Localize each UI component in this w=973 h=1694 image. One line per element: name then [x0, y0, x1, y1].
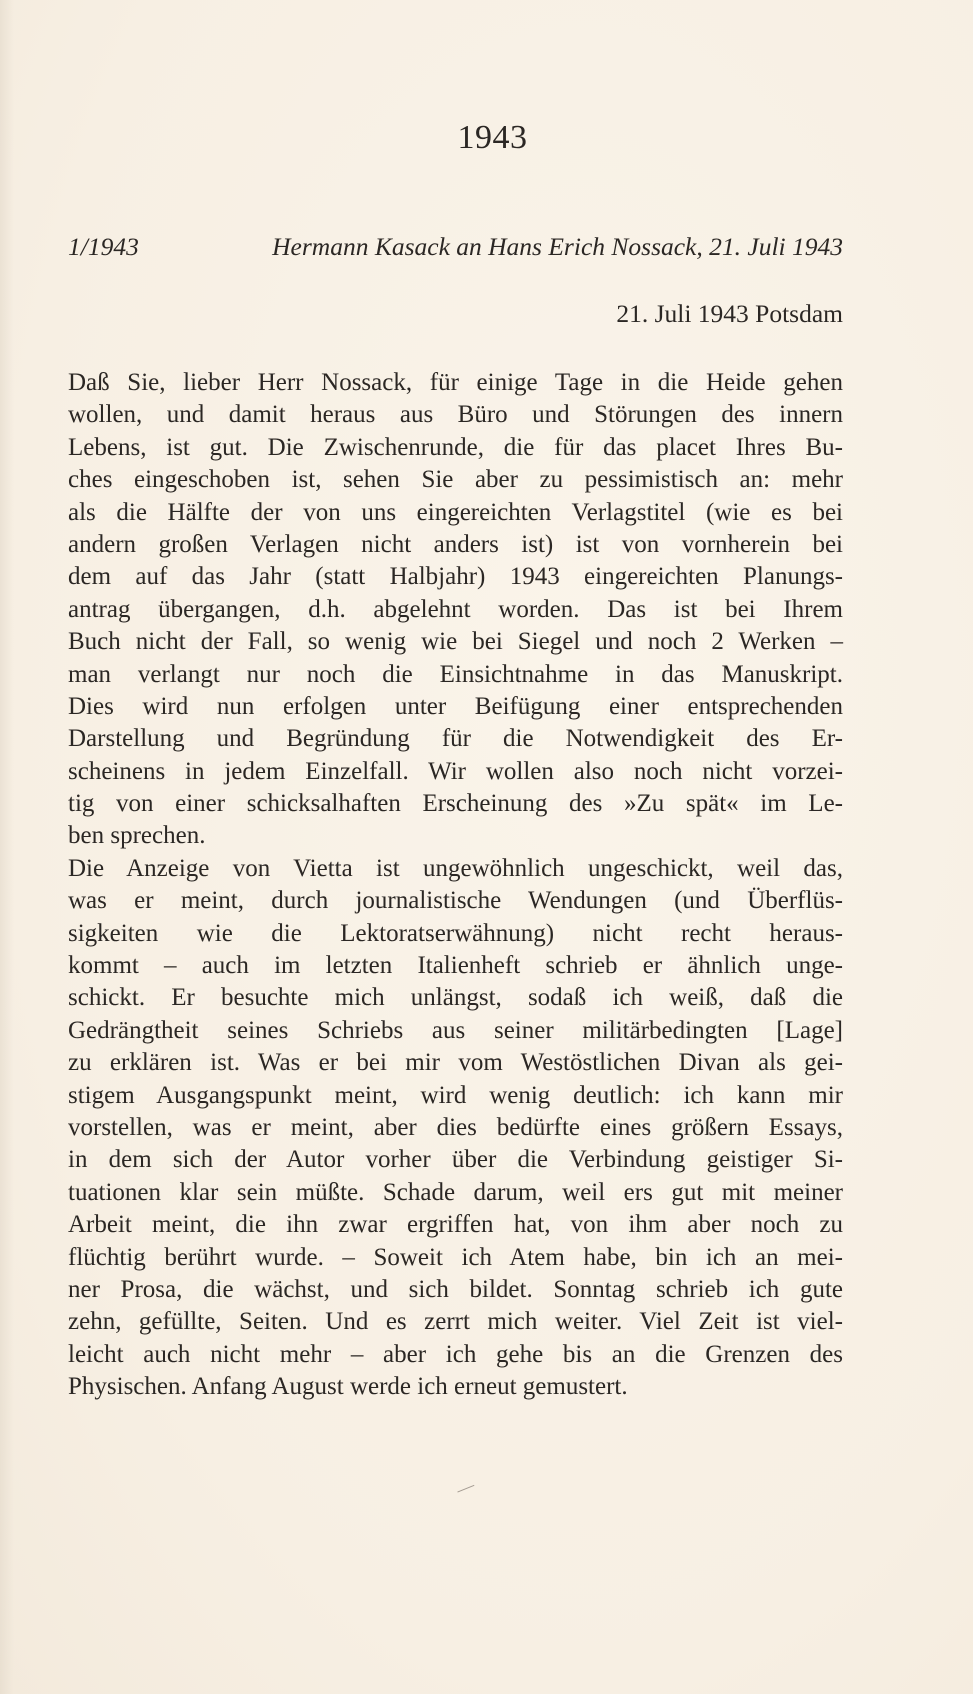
letter-title: Hermann Kasack an Hans Erich Nossack, 21. Juli 1943 [272, 232, 843, 261]
body-line: schickt. Er besuchte mich unlängst, sodaß ich weiß, daß die [68, 984, 843, 1012]
year-heading: 1943 [457, 119, 528, 156]
body-line: zehn, gefüllte, Seiten. Und es zerrt mich weiter. Viel Zeit ist viel- [68, 1308, 843, 1336]
body-line: scheinens in jedem Einzelfall. Wir wollen also noch nicht vorzei- [68, 757, 843, 785]
body-line: in dem sich der Autor vorher über die Verbindung geistiger Si- [68, 1146, 843, 1174]
body-line: tuationen klar sein müßte. Schade darum, weil ers gut mit meiner [68, 1178, 843, 1206]
body-line: flüchtig berührt wurde. – Soweit ich Atem habe, bin ich an mei- [68, 1243, 843, 1271]
body-line: ches eingeschoben ist, sehen Sie aber zu pessimistisch an: mehr [68, 466, 843, 494]
body-line: stigem Ausgangspunkt meint, wird wenig deutlich: ich kann mir [68, 1081, 843, 1109]
body-line: kommt – auch im letzten Italienheft schrieb er ähnlich unge- [68, 952, 843, 980]
body-line: wollen, und damit heraus aus Büro und Störungen des innern [68, 401, 843, 429]
body-line: ner Prosa, die wächst, und sich bildet. Sonntag schrieb ich gute [68, 1275, 843, 1303]
body-line: Arbeit meint, die ihn zwar ergriffen hat, von ihm aber noch zu [68, 1211, 843, 1239]
body-line: Buch nicht der Fall, so wenig wie bei Siegel und noch 2 Werken – [68, 628, 843, 656]
body-line: was er meint, durch journalistische Wendungen (und Überflüs- [68, 887, 843, 915]
letter-body [68, 367, 843, 1404]
body-line: vorstellen, was er meint, aber dies bedürfte eines größern Essays, [68, 1113, 843, 1141]
body-line: leicht auch nicht mehr – aber ich gehe bis an die Grenzen des [68, 1340, 843, 1368]
body-line: tig von einer schicksalhaften Erscheinung des »Zu spät« im Le- [68, 790, 843, 818]
body-line: Darstellung und Begründung für die Notwendigkeit des Er- [68, 725, 843, 753]
body-line: dem auf das Jahr (statt Halbjahr) 1943 eingereichten Planungs- [68, 563, 843, 591]
body-line: antrag übergangen, d.h. abgelehnt worden. Das ist bei Ihrem [68, 595, 843, 623]
body-line: Daß Sie, lieber Herr Nossack, für einige Tage in die Heide gehen [68, 369, 843, 396]
body-line: man verlangt nur noch die Einsichtnahme in das Manuskript. [68, 660, 843, 688]
letter-header [68, 229, 843, 265]
body-line: ben sprechen. [68, 822, 206, 850]
body-line: Die Anzeige von Vietta ist ungewöhnlich ungeschickt, weil das, [68, 854, 843, 882]
body-line: andern großen Verlagen nicht anders ist) ist von vornherein bei [68, 530, 843, 558]
body-line: als die Hälfte der von uns eingereichten Verlagstitel (wie es bei [68, 498, 843, 526]
body-line: sigkeiten wie die Lektoratserwähnung) nicht recht heraus- [68, 919, 843, 947]
body-line: Dies wird nun erfolgen unter Beifügung einer entsprechenden [68, 692, 843, 720]
body-line: Gedrängtheit seines Schriebs aus seiner militärbedingten [Lage] [68, 1016, 843, 1044]
body-line: zu erklären ist. Was er bei mir vom Westöstlichen Divan als gei- [68, 1049, 843, 1077]
pencil-mark [457, 1485, 476, 1498]
body-line: Lebens, ist gut. Die Zwischenrunde, die für das placet Ihres Bu- [68, 433, 843, 461]
letter-number: 1/1943 [68, 232, 139, 261]
letter-dateline: 21. Juli 1943 Potsdam [616, 299, 843, 328]
body-line: Physischen. Anfang August werde ich erneut gemustert. [68, 1373, 628, 1401]
